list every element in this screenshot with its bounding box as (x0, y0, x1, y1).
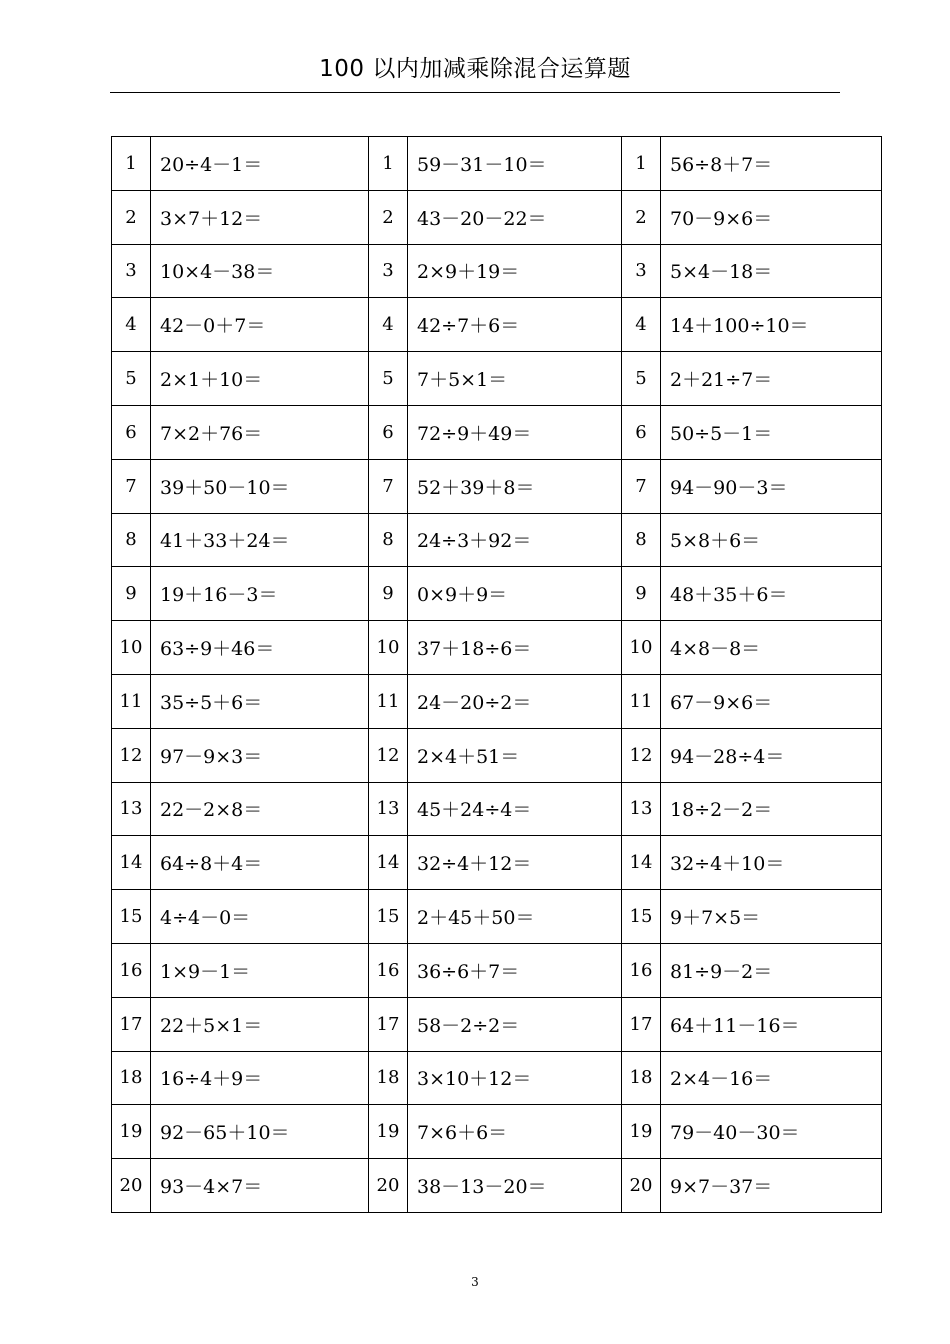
problem-expression: 16÷4＋9＝ (151, 1051, 369, 1105)
problem-number: 16 (622, 943, 661, 997)
problem-number: 12 (369, 728, 408, 782)
problem-number: 14 (112, 836, 151, 890)
table-row (112, 244, 882, 298)
problem-expression: 2×4－16＝ (661, 1051, 882, 1105)
problem-expression: 72÷9＋49＝ (408, 405, 622, 459)
table-row (112, 405, 882, 459)
problem-expression: 9×7－37＝ (661, 1159, 882, 1213)
problem-expression: 45＋24÷4＝ (408, 782, 622, 836)
table-row (112, 674, 882, 728)
problem-expression: 7×6＋6＝ (408, 1105, 622, 1159)
problem-expression: 9＋7×5＝ (661, 890, 882, 944)
problem-number: 18 (622, 1051, 661, 1105)
problem-number: 8 (112, 513, 151, 567)
problem-number: 5 (112, 352, 151, 406)
problem-number: 15 (369, 890, 408, 944)
problem-expression: 7×2＋76＝ (151, 405, 369, 459)
problem-number: 11 (622, 674, 661, 728)
problem-expression: 81÷9－2＝ (661, 943, 882, 997)
problem-number: 8 (622, 513, 661, 567)
problem-expression: 35÷5＋6＝ (151, 674, 369, 728)
problem-number: 9 (622, 567, 661, 621)
problem-number: 4 (112, 298, 151, 352)
problem-number: 17 (622, 997, 661, 1051)
table-row (112, 836, 882, 890)
table-row (112, 298, 882, 352)
problem-number: 6 (369, 405, 408, 459)
problem-number: 17 (112, 997, 151, 1051)
problem-expression: 92－65＋10＝ (151, 1105, 369, 1159)
problem-expression: 1×9－1＝ (151, 943, 369, 997)
problem-number: 6 (112, 405, 151, 459)
problem-expression: 94－90－3＝ (661, 459, 882, 513)
problem-number: 19 (622, 1105, 661, 1159)
problem-number: 10 (622, 621, 661, 675)
problem-number: 5 (369, 352, 408, 406)
problem-expression: 22＋5×1＝ (151, 997, 369, 1051)
problem-number: 7 (622, 459, 661, 513)
problem-expression: 64÷8＋4＝ (151, 836, 369, 890)
problem-expression: 2×1＋10＝ (151, 352, 369, 406)
table-row (112, 513, 882, 567)
problem-number: 20 (369, 1159, 408, 1213)
problem-number: 6 (622, 405, 661, 459)
table-row (112, 1159, 882, 1213)
problem-number: 2 (369, 190, 408, 244)
problem-number: 7 (112, 459, 151, 513)
problem-expression: 56÷8＋7＝ (661, 137, 882, 191)
problem-number: 19 (369, 1105, 408, 1159)
problem-expression: 2＋45＋50＝ (408, 890, 622, 944)
problem-expression: 3×10＋12＝ (408, 1051, 622, 1105)
problem-expression: 64＋11－16＝ (661, 997, 882, 1051)
problem-expression: 5×4－18＝ (661, 244, 882, 298)
problem-expression: 59－31－10＝ (408, 137, 622, 191)
table-row (112, 997, 882, 1051)
problem-expression: 52＋39＋8＝ (408, 459, 622, 513)
problem-expression: 2＋21÷7＝ (661, 352, 882, 406)
problem-number: 11 (112, 674, 151, 728)
problem-expression: 20÷4－1＝ (151, 137, 369, 191)
problem-expression: 58－2÷2＝ (408, 997, 622, 1051)
problem-number: 17 (369, 997, 408, 1051)
problem-expression: 93－4×7＝ (151, 1159, 369, 1213)
problem-number: 10 (112, 621, 151, 675)
problem-number: 13 (622, 782, 661, 836)
table-row (112, 190, 882, 244)
problem-expression: 67－9×6＝ (661, 674, 882, 728)
problem-expression: 2×9＋19＝ (408, 244, 622, 298)
problem-number: 13 (369, 782, 408, 836)
problem-number: 3 (369, 244, 408, 298)
problem-expression: 37＋18÷6＝ (408, 621, 622, 675)
problem-number: 7 (369, 459, 408, 513)
problem-number: 11 (369, 674, 408, 728)
problem-expression: 7＋5×1＝ (408, 352, 622, 406)
problem-expression: 42－0＋7＝ (151, 298, 369, 352)
problem-expression: 32÷4＋12＝ (408, 836, 622, 890)
problem-number: 15 (112, 890, 151, 944)
problem-expression: 4÷4－0＝ (151, 890, 369, 944)
problem-expression: 14＋100÷10＝ (661, 298, 882, 352)
problem-number: 16 (112, 943, 151, 997)
problem-number: 1 (369, 137, 408, 191)
problem-expression: 97－9×3＝ (151, 728, 369, 782)
problem-number: 20 (112, 1159, 151, 1213)
problem-expression: 2×4＋51＝ (408, 728, 622, 782)
problem-number: 19 (112, 1105, 151, 1159)
problem-expression: 0×9＋9＝ (408, 567, 622, 621)
problem-number: 1 (622, 137, 661, 191)
problem-expression: 32÷4＋10＝ (661, 836, 882, 890)
page-number: 3 (471, 1275, 479, 1289)
page-title: 100 以内加减乘除混合运算题 (319, 56, 631, 82)
table-row (112, 728, 882, 782)
problem-expression: 24÷3＋92＝ (408, 513, 622, 567)
problem-number: 9 (112, 567, 151, 621)
problem-expression: 18÷2－2＝ (661, 782, 882, 836)
problem-number: 15 (622, 890, 661, 944)
problem-number: 8 (369, 513, 408, 567)
problem-number: 10 (369, 621, 408, 675)
table-row (112, 782, 882, 836)
problem-expression: 79－40－30＝ (661, 1105, 882, 1159)
problem-number: 9 (369, 567, 408, 621)
problem-expression: 10×4－38＝ (151, 244, 369, 298)
problem-expression: 38－13－20＝ (408, 1159, 622, 1213)
table-row (112, 621, 882, 675)
problem-expression: 22－2×8＝ (151, 782, 369, 836)
table-row (112, 567, 882, 621)
problem-expression: 63÷9＋46＝ (151, 621, 369, 675)
table-row (112, 459, 882, 513)
problem-number: 4 (369, 298, 408, 352)
problem-number: 4 (622, 298, 661, 352)
problem-number: 2 (112, 190, 151, 244)
problem-expression: 39＋50－10＝ (151, 459, 369, 513)
problem-number: 3 (112, 244, 151, 298)
problem-number: 3 (622, 244, 661, 298)
table-row (112, 890, 882, 944)
problem-number: 2 (622, 190, 661, 244)
problem-number: 16 (369, 943, 408, 997)
problem-number: 14 (622, 836, 661, 890)
problem-expression: 43－20－22＝ (408, 190, 622, 244)
problem-expression: 19＋16－3＝ (151, 567, 369, 621)
problem-number: 20 (622, 1159, 661, 1213)
problem-table (111, 136, 882, 1213)
table-row (112, 943, 882, 997)
problem-number: 18 (112, 1051, 151, 1105)
table-row (112, 352, 882, 406)
problem-expression: 36÷6＋7＝ (408, 943, 622, 997)
problem-table-body (112, 137, 882, 1213)
problem-expression: 4×8－8＝ (661, 621, 882, 675)
problem-expression: 3×7＋12＝ (151, 190, 369, 244)
problem-expression: 5×8＋6＝ (661, 513, 882, 567)
problem-number: 13 (112, 782, 151, 836)
problem-expression: 70－9×6＝ (661, 190, 882, 244)
problem-expression: 42÷7＋6＝ (408, 298, 622, 352)
problem-expression: 41＋33＋24＝ (151, 513, 369, 567)
table-row (112, 1051, 882, 1105)
table-row (112, 1105, 882, 1159)
table-row (112, 137, 882, 191)
problem-number: 1 (112, 137, 151, 191)
title-underline (110, 92, 840, 93)
problem-number: 12 (112, 728, 151, 782)
problem-expression: 94－28÷4＝ (661, 728, 882, 782)
problem-number: 12 (622, 728, 661, 782)
problem-number: 5 (622, 352, 661, 406)
problem-number: 18 (369, 1051, 408, 1105)
problem-expression: 50÷5－1＝ (661, 405, 882, 459)
problem-number: 14 (369, 836, 408, 890)
problem-expression: 24－20÷2＝ (408, 674, 622, 728)
problem-expression: 48＋35＋6＝ (661, 567, 882, 621)
